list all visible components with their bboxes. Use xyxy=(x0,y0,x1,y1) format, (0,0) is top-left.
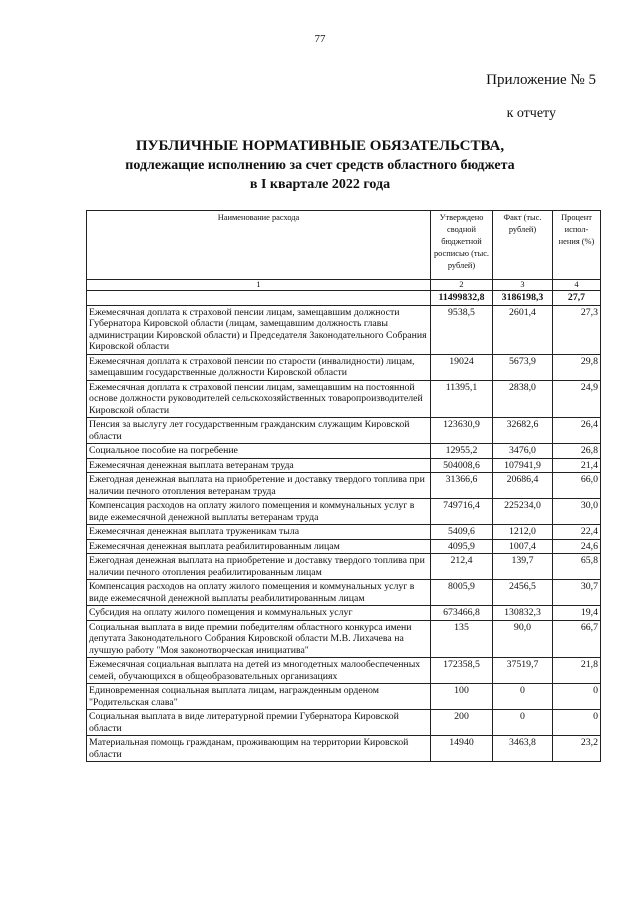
fact-amount: 0 xyxy=(493,684,553,710)
approved-amount: 504008,6 xyxy=(431,458,493,473)
expense-name: Ежемесячная доплата к страховой пенсии по старости (инвалидности) лицам, замещавшим государственные должности Кировской области xyxy=(87,354,431,380)
table-row xyxy=(87,380,601,418)
appendix-label: Приложение № 5 xyxy=(486,72,596,88)
fact-amount: 130832,3 xyxy=(493,606,553,621)
table-row xyxy=(87,444,601,459)
column-number: 2 xyxy=(431,280,493,291)
table-row xyxy=(87,458,601,473)
approved-amount: 100 xyxy=(431,684,493,710)
table-row xyxy=(87,354,601,380)
expense-name: Ежемесячная доплата к страховой пенсии лицам, замещавшим должности Губернатора Кировской области (лицам, замещавшим должность главы администрации Кировской области) и Председателя Законодательного Собрания Кировской области xyxy=(87,305,431,354)
title-line-3: в I квартале 2022 года xyxy=(249,177,391,192)
table-row xyxy=(87,684,601,710)
table-row xyxy=(87,580,601,606)
total-name-cell xyxy=(87,291,431,306)
fact-amount: 20686,4 xyxy=(493,473,553,499)
expense-name: Ежемесячная денежная выплата ветеранам труда xyxy=(87,458,431,473)
expense-name: Компенсация расходов на оплату жилого помещения и коммунальных услуг в виде ежемесячной денежной выплаты реабилитированным лицам xyxy=(87,580,431,606)
column-number: 3 xyxy=(493,280,553,291)
table-row xyxy=(87,606,601,621)
table-row xyxy=(87,539,601,554)
execution-percent: 21,8 xyxy=(553,658,601,684)
approved-amount: 135 xyxy=(431,620,493,658)
total-approved: 11499832,8 xyxy=(431,291,493,306)
approved-amount: 172358,5 xyxy=(431,658,493,684)
approved-amount: 19024 xyxy=(431,354,493,380)
approved-amount: 14940 xyxy=(431,736,493,762)
title-line-2: подлежащие исполнению за счет средств областного бюджета xyxy=(125,158,515,173)
execution-percent: 0 xyxy=(553,684,601,710)
table-row xyxy=(87,305,601,354)
column-number: 4 xyxy=(553,280,601,291)
expense-name: Социальная выплата в виде премии победителям областного конкурса имени депутата Законодательного Собрания Кировской области М.В. Лихачева на лучшую работу "Моя законотворческая инициатива" xyxy=(87,620,431,658)
table-row xyxy=(87,554,601,580)
execution-percent: 26,8 xyxy=(553,444,601,459)
execution-percent: 24,6 xyxy=(553,539,601,554)
approved-amount: 31366,6 xyxy=(431,473,493,499)
execution-percent: 24,9 xyxy=(553,380,601,418)
expense-name: Ежемесячная доплата к страховой пенсии лицам, замещавшим на постоянной основе должности руководителей сельскохозяйственных товаропроизводителей Кировской области xyxy=(87,380,431,418)
table-row xyxy=(87,525,601,540)
approved-amount: 5409,6 xyxy=(431,525,493,540)
execution-percent: 0 xyxy=(553,710,601,736)
expense-name: Субсидия на оплату жилого помещения и коммунальных услуг xyxy=(87,606,431,621)
expense-name: Ежегодная денежная выплата на приобретение и доставку твердого топлива при наличии печного отопления реабилитированным лицам xyxy=(87,554,431,580)
page-number: 77 xyxy=(314,33,326,45)
total-percent: 27,7 xyxy=(553,291,601,306)
expense-name: Ежегодная денежная выплата на приобретение и доставку твердого топлива при наличии печного отопления ветеранам труда xyxy=(87,473,431,499)
approved-amount: 212,4 xyxy=(431,554,493,580)
fact-amount: 107941,9 xyxy=(493,458,553,473)
fact-amount: 1007,4 xyxy=(493,539,553,554)
execution-percent: 29,8 xyxy=(553,354,601,380)
fact-amount: 32682,6 xyxy=(493,418,553,444)
expense-name: Единовременная социальная выплата лицам, награжденным орденом "Родительская слава" xyxy=(87,684,431,710)
table-row xyxy=(87,658,601,684)
fact-amount: 225234,0 xyxy=(493,499,553,525)
fact-amount: 2456,5 xyxy=(493,580,553,606)
table-row xyxy=(87,620,601,658)
table-row xyxy=(87,418,601,444)
header-percent: Процент испол-нения (%) xyxy=(553,211,601,280)
approved-amount: 11395,1 xyxy=(431,380,493,418)
approved-amount: 8005,9 xyxy=(431,580,493,606)
total-row xyxy=(87,291,601,306)
approved-amount: 4095,9 xyxy=(431,539,493,554)
fact-amount: 1212,0 xyxy=(493,525,553,540)
column-number: 1 xyxy=(87,280,431,291)
table-body xyxy=(87,305,601,762)
table-header-row xyxy=(87,211,601,280)
expense-name: Компенсация расходов на оплату жилого помещения и коммунальных услуг в виде ежемесячной денежной выплаты ветеранам труда xyxy=(87,499,431,525)
title-line-1: ПУБЛИЧНЫЕ НОРМАТИВНЫЕ ОБЯЗАТЕЛЬСТВА, xyxy=(135,138,505,154)
report-reference: к отчету xyxy=(506,106,556,121)
execution-percent: 66,0 xyxy=(553,473,601,499)
header-approved: Утверждено сводной бюджетной росписью (тыс. рублей) xyxy=(431,211,493,280)
header-fact: Факт (тыс. рублей) xyxy=(493,211,553,280)
obligations-table xyxy=(86,210,601,762)
column-numbers-row xyxy=(87,280,601,291)
execution-percent: 30,7 xyxy=(553,580,601,606)
fact-amount: 0 xyxy=(493,710,553,736)
expense-name: Материальная помощь гражданам, проживающим на территории Кировской области xyxy=(87,736,431,762)
fact-amount: 5673,9 xyxy=(493,354,553,380)
approved-amount: 9538,5 xyxy=(431,305,493,354)
document-title xyxy=(0,137,640,194)
execution-percent: 22,4 xyxy=(553,525,601,540)
execution-percent: 21,4 xyxy=(553,458,601,473)
approved-amount: 200 xyxy=(431,710,493,736)
table-row xyxy=(87,710,601,736)
fact-amount: 139,7 xyxy=(493,554,553,580)
approved-amount: 673466,8 xyxy=(431,606,493,621)
execution-percent: 26,4 xyxy=(553,418,601,444)
execution-percent: 66,7 xyxy=(553,620,601,658)
fact-amount: 3476,0 xyxy=(493,444,553,459)
execution-percent: 23,2 xyxy=(553,736,601,762)
expense-name: Пенсия за выслугу лет государственным гражданским служащим Кировской области xyxy=(87,418,431,444)
execution-percent: 19,4 xyxy=(553,606,601,621)
expense-name: Социальное пособие на погребение xyxy=(87,444,431,459)
expense-name: Ежемесячная социальная выплата на детей из многодетных малообеспеченных семей, обучающихся в общеобразовательных организациях xyxy=(87,658,431,684)
fact-amount: 3463,8 xyxy=(493,736,553,762)
table-row xyxy=(87,473,601,499)
fact-amount: 2838,0 xyxy=(493,380,553,418)
expense-name: Социальная выплата в виде литературной премии Губернатора Кировской области xyxy=(87,710,431,736)
fact-amount: 37519,7 xyxy=(493,658,553,684)
table-row xyxy=(87,499,601,525)
fact-amount: 2601,4 xyxy=(493,305,553,354)
execution-percent: 65,8 xyxy=(553,554,601,580)
approved-amount: 12955,2 xyxy=(431,444,493,459)
approved-amount: 123630,9 xyxy=(431,418,493,444)
execution-percent: 27,3 xyxy=(553,305,601,354)
expense-name: Ежемесячная денежная выплата труженикам тыла xyxy=(87,525,431,540)
approved-amount: 749716,4 xyxy=(431,499,493,525)
table-row xyxy=(87,736,601,762)
execution-percent: 30,0 xyxy=(553,499,601,525)
expense-name: Ежемесячная денежная выплата реабилитированным лицам xyxy=(87,539,431,554)
total-fact: 3186198,3 xyxy=(493,291,553,306)
header-name: Наименование расхода xyxy=(87,211,431,280)
fact-amount: 90,0 xyxy=(493,620,553,658)
